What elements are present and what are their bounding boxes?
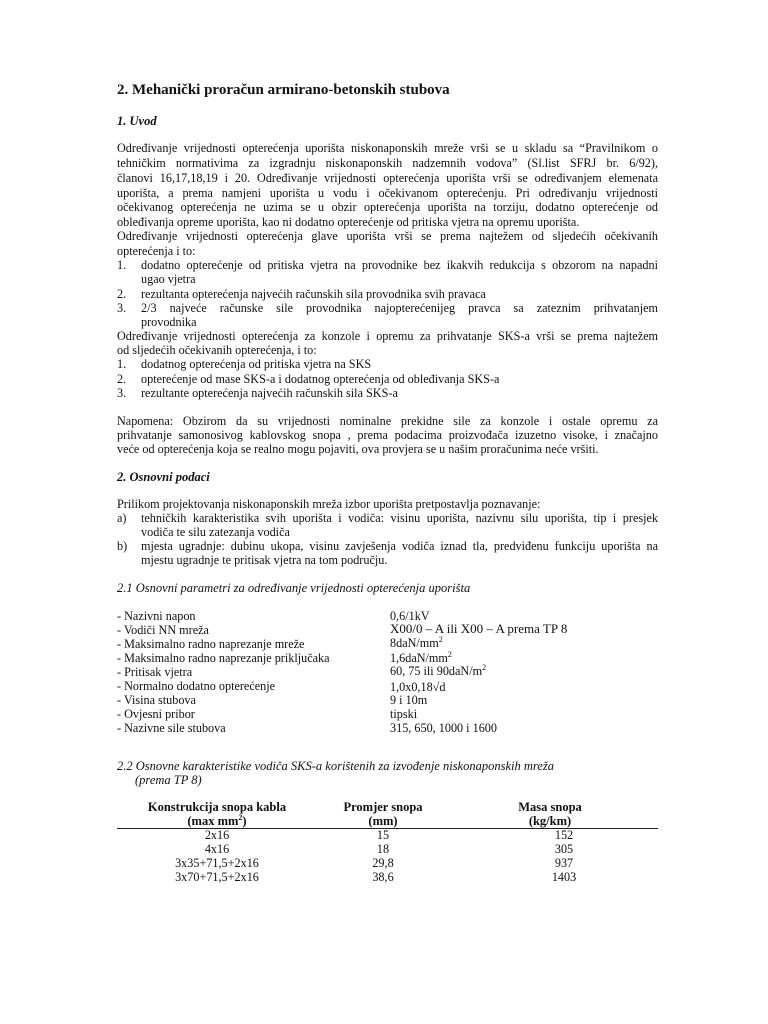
list-number: 1. [117, 357, 127, 371]
subsection-heading-conductors: 2.2 Osnovne karakteristike vodiča SKS-a korištenih za izvođenje niskonaponskih mreža [117, 759, 554, 773]
param-label: - Visina stubova [117, 693, 196, 707]
paragraph-line: od sljedećih očekivanih opterećenja, i to: [117, 343, 317, 357]
param-value: 9 i 10m [390, 693, 428, 707]
paragraph-line: članovi 16,17,18,19 i 20. Određivanje vrijednosti opterećenja uporišta vrši se određivanjem elemenata [117, 171, 658, 185]
paragraph-line: veće od opterećenja koja se realno mogu pojaviti, ova provjera se u našim proračunima neće vršiti. [117, 442, 599, 456]
param-label: - Maksimalno radno naprezanje mreže [117, 637, 305, 651]
list-item-text: tehničkih karakteristika svih uporišta i vodiča: visinu uporišta, nazivnu silu uporišta, tip i presjek [141, 511, 658, 525]
paragraph-line: Određivanje vrijednosti opterećenja za konzole i opremu za prihvatanje SKS-a vrši se prema najtežem [117, 329, 658, 343]
list-item-text: ugao vjetra [141, 272, 196, 286]
list-number: 3. [117, 301, 127, 315]
param-value: $8daN/mm^2$ [390, 635, 443, 650]
table-header-mass: Masa snopa (kg/km) [518, 800, 582, 828]
table-header-diameter: Promjer snopa (mm) [343, 800, 423, 828]
param-label: - Vodiči NN mreža [117, 623, 209, 637]
paragraph-line: Prilikom projektovanja niskonaponskih mreža izbor uporišta pretpostavlja poznavanje: [117, 497, 541, 511]
param-value: $1,6daN/mm^2$ [390, 650, 452, 665]
param-label: - Pritisak vjetra [117, 665, 193, 679]
param-label: - Maksimalno radno naprezanje priključaka [117, 651, 330, 665]
list-item-text: rezultanta opterećenja najvećih računskih sila provodnika svih pravaca [141, 287, 486, 301]
list-number: 1. [117, 258, 127, 272]
list-item-text: mjesta ugradnje: dubinu ukopa, visinu zavješenja vodiča iznad tla, predviđenu funkciju uporišta na [141, 539, 658, 553]
list-item-text: mjestu ugradnje te pritisak vjetra na tom području. [141, 553, 388, 567]
table-cell: 15 [376, 828, 390, 842]
list-item-text: vodiča te silu zatezanja vodiča [141, 525, 290, 539]
table-cell: 29,8 [372, 856, 394, 870]
table-cell: 18 [376, 842, 390, 856]
list-item-text: dodatno opterećenje od pritiska vjetra na provodnike bez ikakvih redukcija s obzorom na napadni [141, 258, 658, 272]
table-cell: 937 [554, 856, 574, 870]
paragraph-line: uporišta, a prema namjeni uporišta u vodu i očekivanom opterećenju. Pri određivanju vrijednosti [117, 186, 658, 200]
list-number: 2. [117, 372, 127, 386]
table-header-construction: Konstrukcija snopa kabla (max $mm^2$) [147, 800, 287, 828]
param-value: 1,0x0,18√d [390, 680, 446, 694]
paragraph-line: Napomena: Obzirom da su vrijednosti nominalne prekidne sile za konzole i ostale opremu za [117, 414, 658, 428]
section-heading-uvod: 1. Uvod [117, 114, 157, 128]
subsection-heading-conductors-line2: (prema TP 8) [135, 773, 202, 787]
paragraph-line: očekivanog opterećenja ne uzima se u obzir opterećenja uporišta na torziju, dodatno opterećenje od [117, 200, 658, 214]
param-label: - Nazivne sile stubova [117, 721, 226, 735]
page-title: 2. Mehanički proračun armirano-betonskih stubova [117, 82, 450, 98]
table-cell: 4x16 [204, 842, 230, 856]
list-item-text: 2/3 najveće računske sile provodnika najopterećenijeg pravca sa zateznim prihvatanjem [141, 301, 658, 315]
param-value: 0,6/1kV [390, 609, 430, 623]
table-cell: 3x70+71,5+2x16 [175, 870, 259, 884]
paragraph-line: obleđivanja opreme uporišta, kao ni dodatno opterećenje od pritiska vjetra na opremu uporišta. [117, 215, 580, 229]
param-label: - Ovjesni pribor [117, 707, 195, 721]
param-value: 315, 650, 1000 i 1600 [390, 721, 497, 735]
subsection-heading-parameters: 2.1 Osnovni parametri za određivanje vrijednosti opterećenja uporišta [117, 581, 471, 595]
table-cell: 1403 [551, 870, 577, 884]
paragraph-line: Određivanje vrijednosti opterećenja glave uporišta vrši se prema najtežem od sljedećih očekivanih [117, 229, 658, 243]
paragraph-line: Određivanje vrijednosti opterećenja uporišta niskonaponskih mreže vrši se u skladu sa “Pravilnikom o [117, 141, 658, 155]
list-item-text: provodnika [141, 315, 197, 329]
list-item-text: dodatnog opterećenja od pritiska vjetra na SKS [141, 357, 372, 371]
param-value: X00/0 – A ili X00 – A prema TP 8 [390, 621, 568, 636]
param-label: - Normalno dodatno opterećenje [117, 679, 276, 693]
paragraph-line: opterećenja i to: [117, 244, 196, 258]
list-letter: a) [117, 511, 127, 525]
list-number: 3. [117, 386, 127, 400]
paragraph-line: tehničkim normativima za izgradnju niskonaponskih nadzemnih vodova” (Sl.list SFRJ br. 6/92), [117, 156, 658, 170]
list-letter: b) [117, 539, 128, 553]
paragraph-line: prihvatanje samonosivog kablovskog snopa , prema podacima proizvođača izuzetno visoke, i značajno [117, 428, 658, 442]
list-number: 2. [117, 287, 127, 301]
list-item-text: rezultante opterećenja najvećih računskih sila SKS-a [141, 386, 398, 400]
table-cell: 305 [554, 842, 574, 856]
table-cell: 2x16 [204, 828, 230, 842]
param-value: 60, 75 ili $90daN/m^2$ [390, 663, 487, 678]
list-item-text: opterećenje od mase SKS-a i dodatnog opterećenja od obleđivanja SKS-a [141, 372, 500, 386]
param-label: - Nazivni napon [117, 609, 196, 623]
table-cell: 38,6 [372, 870, 394, 884]
table-cell: 3x35+71,5+2x16 [175, 856, 259, 870]
section-heading-osnovni-podaci: 2. Osnovni podaci [117, 470, 210, 484]
param-value: tipski [390, 707, 418, 721]
table-cell: 152 [554, 828, 574, 842]
